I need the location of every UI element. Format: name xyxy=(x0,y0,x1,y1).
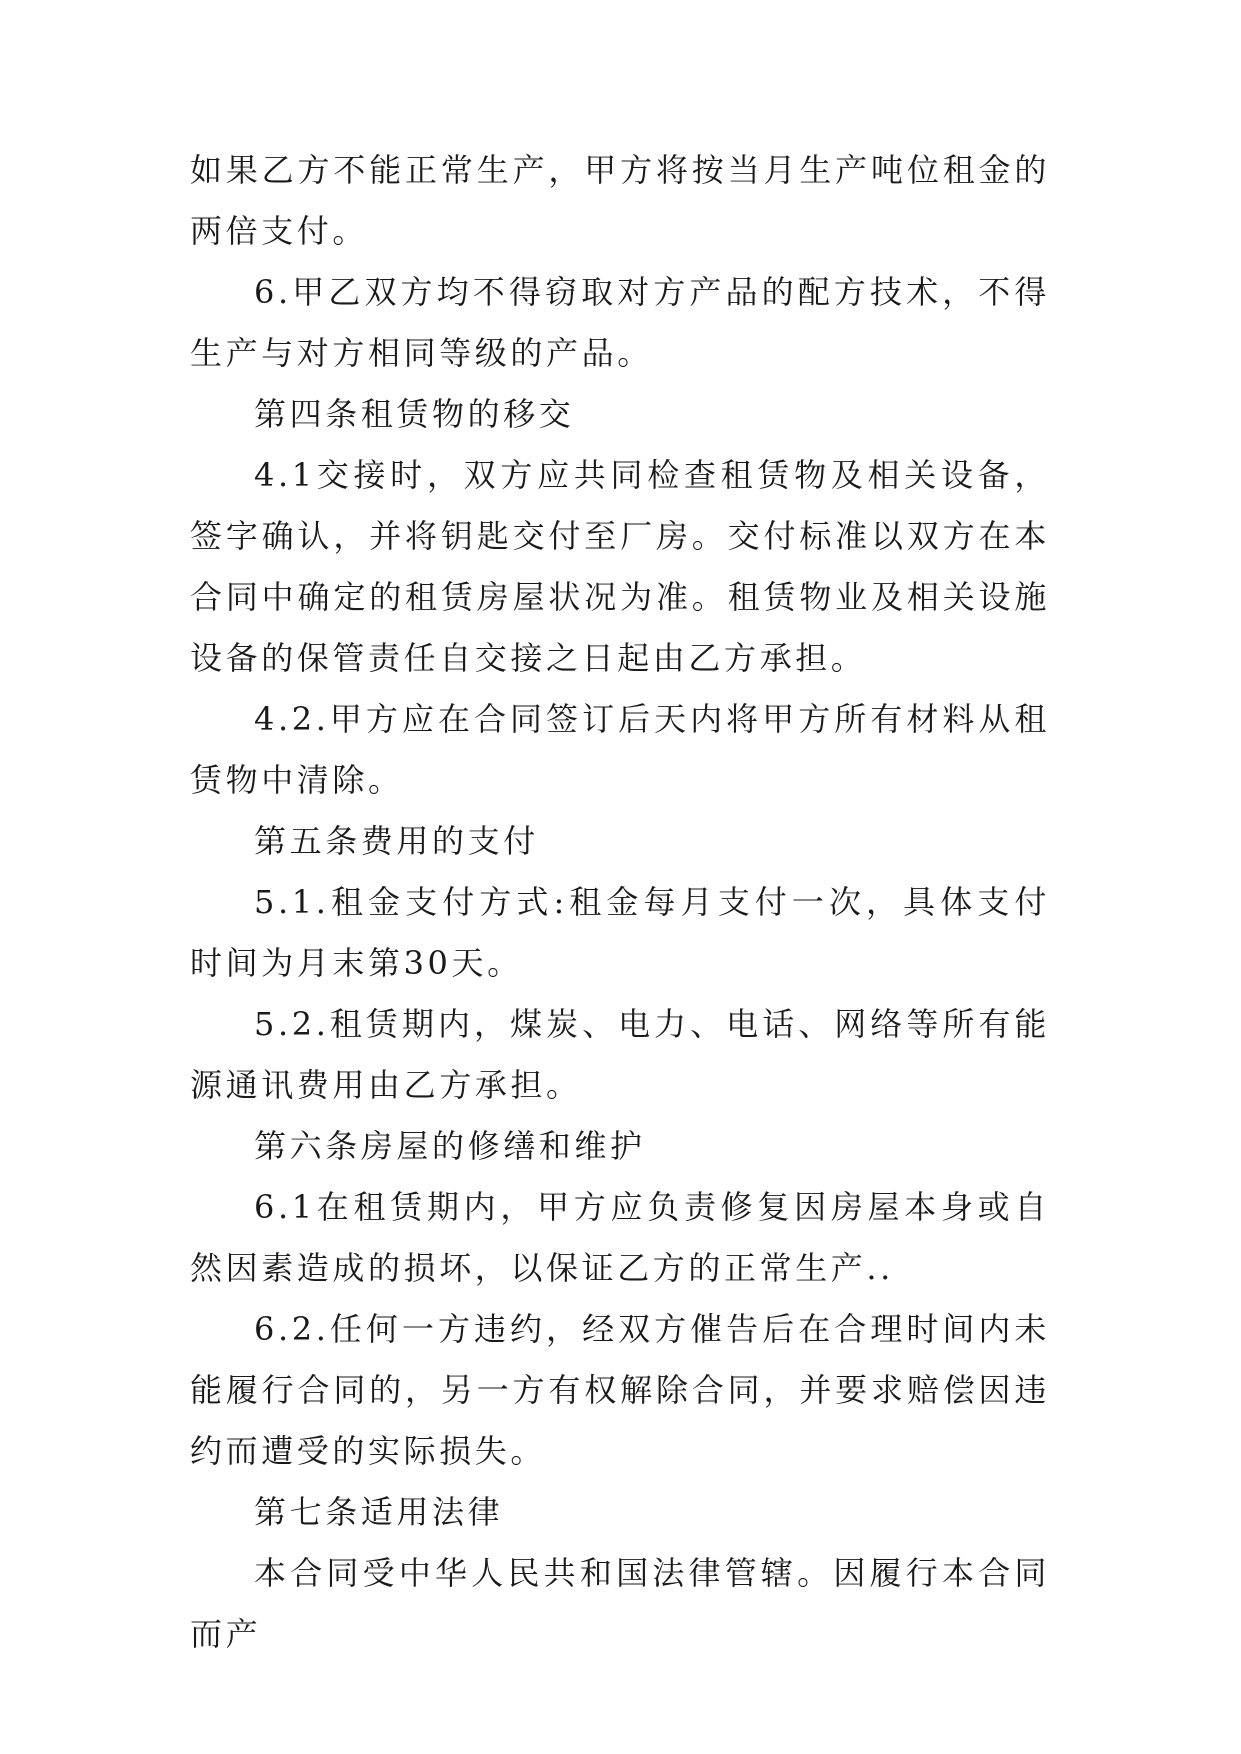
heading-article-7: 第七条适用法律 xyxy=(254,1493,504,1531)
paragraph-clause-5-1: 5.1.租金支付方式:租金每月支付一次，具体支付时间为月末第30天。 xyxy=(190,883,1050,982)
heading-article-6: 第六条房屋的修缮和维护 xyxy=(254,1127,646,1165)
paragraph-governing-law: 本合同受中华人民共和国法律管辖。因履行本合同而产 xyxy=(190,1554,1050,1653)
heading-article-4: 第四条租赁物的移交 xyxy=(254,395,575,433)
paragraph-clause-6: 6.甲乙双方均不得窃取对方产品的配方技术，不得生产与对方相同等级的产品。 xyxy=(190,273,1050,372)
heading-article-5: 第五条费用的支付 xyxy=(254,822,539,860)
paragraph-clause-5-tail: 如果乙方不能正常生产，甲方将按当月生产吨位租金的两倍支付。 xyxy=(190,151,1050,250)
paragraph-clause-4-2: 4.2.甲方应在合同签订后天内将甲方所有材料从租赁物中清除。 xyxy=(190,700,1050,799)
paragraph-clause-6-1: 6.1在租赁期内，甲方应负责修复因房屋本身或自然因素造成的损坏，以保证乙方的正常生产.. xyxy=(190,1188,1050,1287)
document-body xyxy=(190,140,1050,1665)
paragraph-clause-6-2: 6.2.任何一方违约，经双方催告后在合理时间内未能履行合同的，另一方有权解除合同，并要求赔偿因违约而遭受的实际损失。 xyxy=(190,1310,1050,1470)
paragraph-clause-5-2: 5.2.租赁期内，煤炭、电力、电话、网络等所有能源通讯费用由乙方承担。 xyxy=(190,1005,1050,1104)
paragraph-clause-4-1: 4.1交接时，双方应共同检查租赁物及相关设备，签字确认，并将钥匙交付至厂房。交付标准以双方在本合同中确定的租赁房屋状况为准。租赁物业及相关设施设备的保管责任自交接之日起由乙方承担。 xyxy=(190,456,1050,677)
